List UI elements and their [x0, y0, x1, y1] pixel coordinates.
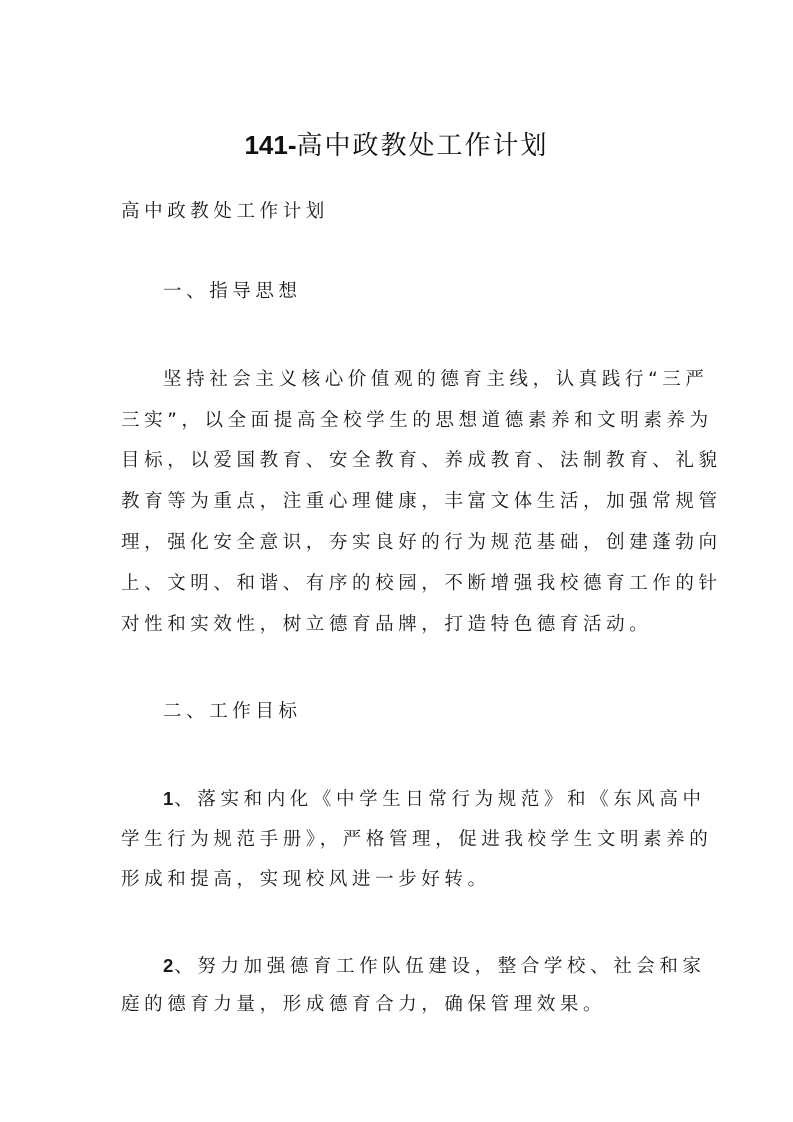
section-heading-guiding-ideology: 一、指导思想	[163, 281, 302, 302]
paragraph-line: 对性和实效性，树立德育品牌，打造特色德育活动。	[121, 614, 653, 635]
paragraph-line: 学生行为规范手册》，严格管理，促进我校学生文明素养的	[121, 829, 713, 850]
item-number: 1	[163, 788, 175, 809]
paragraph-line: 理，强化安全意识，夯实良好的行为规范基础，创建蓬勃向	[121, 532, 722, 553]
item-text: 、努力加强德育工作队伍建设，整合学校、社会和家	[174, 956, 706, 977]
item-number: 2	[163, 955, 175, 976]
paragraph-line: 庭的德育力量，形成德育合力，确保管理效果。	[121, 994, 607, 1015]
paragraph-line: 形成和提高，实现校风进一步好转。	[121, 869, 491, 890]
paragraph-line: 上、文明、和谐、有序的校园，不断增强我校德育工作的针	[121, 573, 722, 594]
title-number: 141-	[244, 130, 297, 160]
paragraph-line: 坚持社会主义核心价值观的德育主线，认真践行“三严	[163, 369, 709, 390]
paragraph-line	[163, 954, 723, 979]
title-text: 高中政教处工作计划	[296, 131, 549, 161]
paragraph-line: 教育等为重点，注重心理健康，丰富文体生活，加强常规管	[121, 491, 722, 512]
document-title	[0, 128, 793, 163]
paragraph-line: 三实”，以全面提高全校学生的思想道德素养和文明素养为	[121, 410, 713, 431]
section-heading-work-goals: 二、工作目标	[163, 701, 302, 722]
item-text: 、落实和内化《中学生日常行为规范》和《东风高中	[174, 789, 706, 810]
document-subtitle: 高中政教处工作计划	[121, 201, 329, 222]
paragraph-line: 目标，以爱国教育、安全教育、养成教育、法制教育、礼貌	[121, 450, 722, 471]
paragraph-line	[163, 787, 723, 812]
